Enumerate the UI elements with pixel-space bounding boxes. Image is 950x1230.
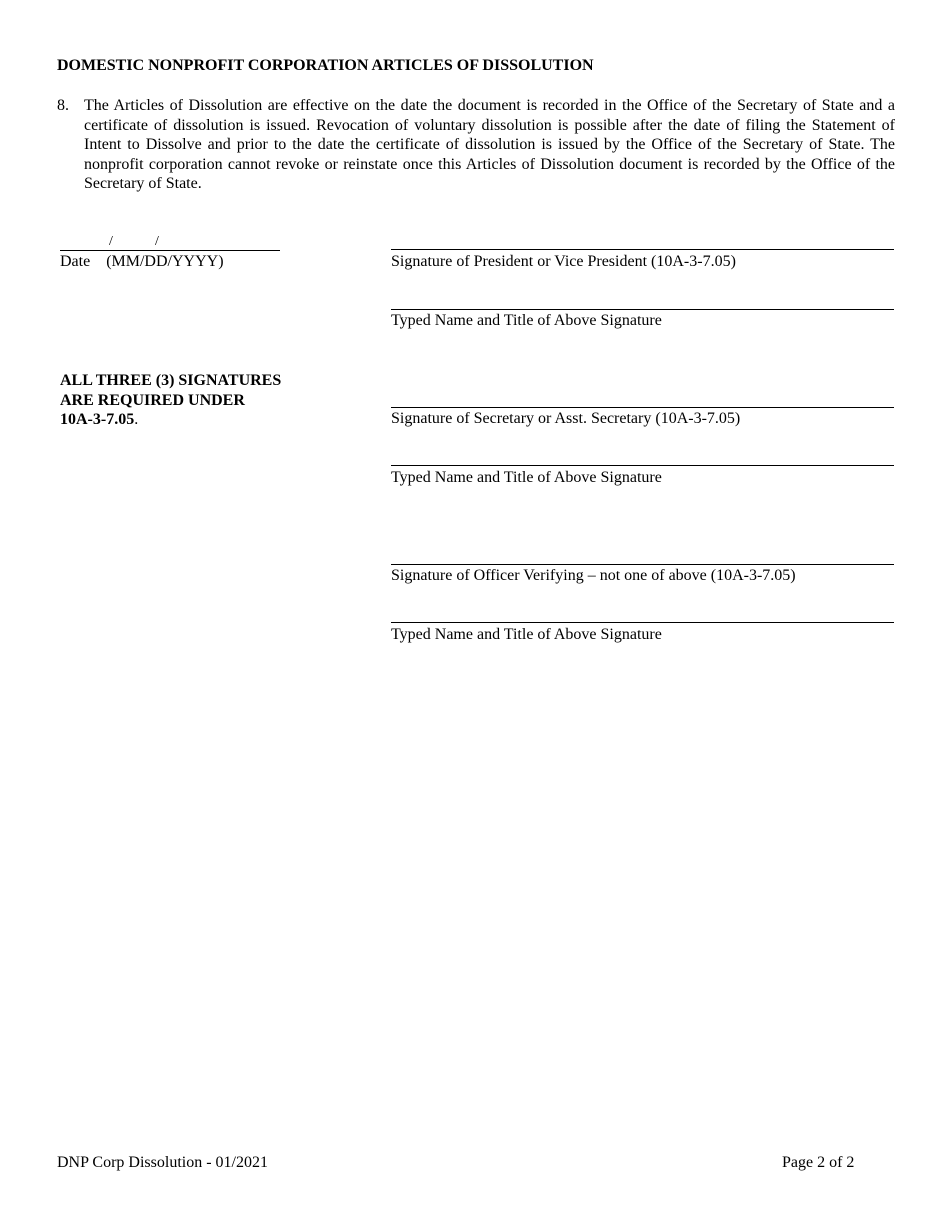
date-label-text: Date [60,253,91,270]
date-format-hint: (MM/DD/YYYY) [106,253,224,270]
president-typed-name-label: Typed Name and Title of Above Signature [391,312,662,329]
secretary-typed-name-line[interactable] [391,465,894,466]
president-signature-label: Signature of President or Vice President (10A-3-7.05) [391,253,736,270]
secretary-signature-label: Signature of Secretary or Asst. Secretary (10A-3-7.05) [391,410,741,427]
item-number: 8. [57,97,69,114]
verifying-officer-signature-label: Signature of Officer Verifying – not one of above (10A-3-7.05) [391,567,796,584]
verifying-officer-typed-name-label: Typed Name and Title of Above Signature [391,626,662,643]
note-punctuation: . [134,411,139,429]
verifying-officer-typed-name-line[interactable] [391,622,894,623]
date-label [60,253,224,271]
president-typed-name-line[interactable] [391,309,894,310]
date-input-line[interactable] [60,233,280,251]
item-text: The Articles of Dissolution are effective on the date the document is recorded in the Office of the Secretary of State and a certificate of dissolution is issued. Revocation of voluntary dissolution is possible after the date of filing the Statement of Intent to Dissolve and prior to the date the certificate of dissolution is issued by the Office of the Secretary of State. The nonprofit corporation cannot revoke or reinstate once this Articles of Dissolution document is recorded by the Office of the Secretary of State. [84,97,895,193]
date-separator-2: / [155,234,159,249]
footer-page-number: Page 2 of 2 [782,1154,855,1171]
note-line-2: ARE REQUIRED UNDER [60,391,245,409]
verifying-officer-signature-line[interactable] [391,564,894,565]
page-title: DOMESTIC NONPROFIT CORPORATION ARTICLES OF DISSOLUTION [57,57,594,74]
footer-form-id: DNP Corp Dissolution - 01/2021 [57,1154,268,1171]
note-statute: 10A-3-7.05 [60,411,135,429]
signature-requirement-note [60,371,281,430]
secretary-signature-line[interactable] [391,407,894,408]
secretary-typed-name-label: Typed Name and Title of Above Signature [391,469,662,486]
note-line-1: ALL THREE (3) SIGNATURES [60,372,282,389]
note-line-3 [60,410,281,430]
date-separator-1: / [109,234,113,249]
president-signature-line[interactable] [391,249,894,250]
